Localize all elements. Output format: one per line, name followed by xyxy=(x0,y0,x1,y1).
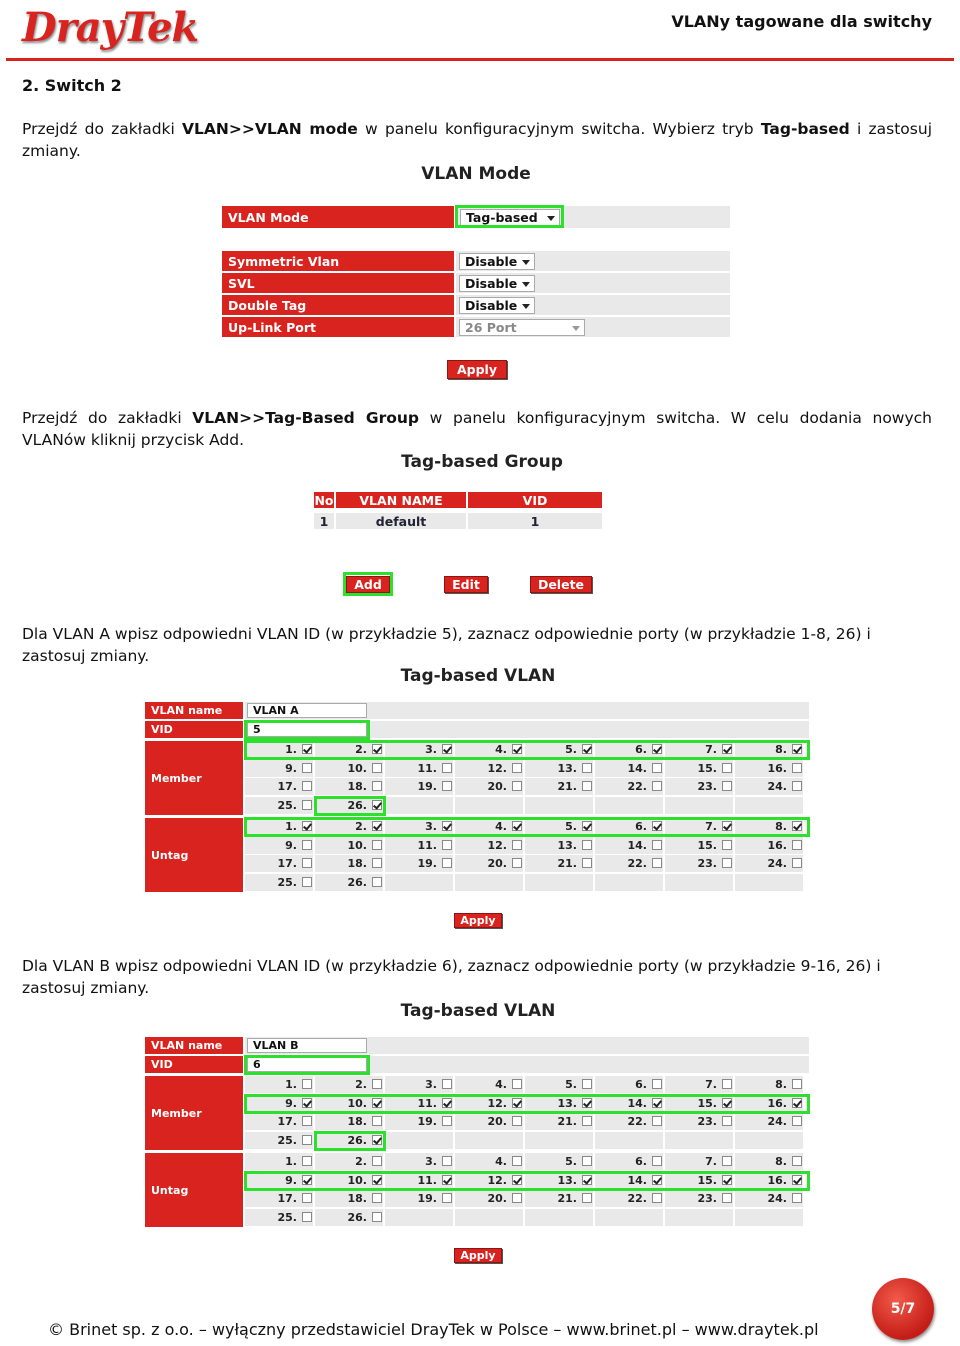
untag-port-14-checkbox[interactable] xyxy=(652,840,662,850)
member-port-20-checkbox[interactable] xyxy=(512,781,522,791)
port-label: 1. xyxy=(285,1155,297,1168)
member-port-3-checkbox[interactable] xyxy=(442,1079,452,1089)
port-label: 25. xyxy=(277,875,297,889)
vlan-title: Tag-based VLAN xyxy=(400,1001,556,1021)
port-label: 26. xyxy=(347,875,367,889)
port-label: 9. xyxy=(285,1096,297,1110)
member-port-19-checkbox[interactable] xyxy=(442,781,452,791)
member-port-12-checkbox[interactable] xyxy=(512,763,522,773)
port-label: 6. xyxy=(635,820,647,833)
port-label: 17. xyxy=(277,857,297,870)
empty-cell xyxy=(385,1209,453,1226)
untag-port-6-checkbox[interactable] xyxy=(652,1156,662,1166)
tag-group-title: Tag-based Group xyxy=(401,452,563,472)
member-port-18-checkbox[interactable] xyxy=(372,781,382,791)
port-label: 22. xyxy=(627,1115,647,1128)
highlight-box xyxy=(244,1055,370,1075)
chevron-down-icon xyxy=(522,304,530,309)
port-label: 10. xyxy=(347,1096,367,1110)
untag-port-18-checkbox[interactable] xyxy=(372,1193,382,1203)
port-label: 3. xyxy=(425,1155,437,1168)
untag-port-13-checkbox[interactable] xyxy=(582,840,592,850)
vid-input[interactable]: 6 xyxy=(247,1057,367,1072)
port-label: 13. xyxy=(557,1173,577,1187)
highlight-box xyxy=(244,720,370,740)
instruction-paragraph-2 xyxy=(22,407,932,451)
port-label: 4. xyxy=(495,1155,507,1168)
port-label: 18. xyxy=(347,1115,367,1128)
empty-cell xyxy=(665,797,733,814)
port-label: 26. xyxy=(347,798,367,812)
untag-port-8-checkbox[interactable] xyxy=(792,1156,802,1166)
member-port-5-checkbox[interactable] xyxy=(582,1079,592,1089)
member-port-23-checkbox[interactable] xyxy=(722,781,732,791)
untag-label: Untag xyxy=(145,818,243,892)
apply-button[interactable]: Apply xyxy=(454,913,502,928)
port-label: 25. xyxy=(277,1133,297,1147)
member-port-25-checkbox[interactable] xyxy=(302,1135,312,1145)
port-label: 18. xyxy=(347,1192,367,1205)
member-port-15-checkbox[interactable] xyxy=(722,763,732,773)
port-label: 11. xyxy=(417,1096,437,1110)
empty-cell xyxy=(665,1209,733,1226)
add-button[interactable]: Add xyxy=(346,576,390,593)
port-label: 25. xyxy=(277,1210,297,1224)
member-port-19-checkbox[interactable] xyxy=(442,1116,452,1126)
symmetric-vlan-label: Symmetric Vlan xyxy=(222,251,454,271)
apply-button[interactable]: Apply xyxy=(447,360,507,379)
double-tag-select[interactable] xyxy=(459,297,535,314)
port-label: 1. xyxy=(285,1078,297,1091)
port-label: 9. xyxy=(285,1173,297,1187)
highlight-box xyxy=(244,740,810,760)
empty-cell xyxy=(735,874,803,891)
port-label: 11. xyxy=(417,838,437,852)
untag-port-20-checkbox[interactable] xyxy=(512,858,522,868)
member-port-11-checkbox[interactable] xyxy=(442,763,452,773)
port-label: 23. xyxy=(697,780,717,793)
tag-group-panel xyxy=(312,450,604,600)
header-divider xyxy=(6,58,954,61)
port-label: 20. xyxy=(487,1192,507,1205)
port-label: 5. xyxy=(565,820,577,833)
untag-port-25-checkbox[interactable] xyxy=(302,1212,312,1222)
port-label: 7. xyxy=(705,743,717,756)
port-label: 8. xyxy=(775,743,787,756)
member-port-13-checkbox[interactable] xyxy=(582,763,592,773)
draytek-logo: DrayTek xyxy=(22,4,199,51)
vid-input[interactable]: 5 xyxy=(247,722,367,737)
untag-port-19-checkbox[interactable] xyxy=(442,858,452,868)
up-link-port-select[interactable] xyxy=(459,319,585,336)
highlight-box xyxy=(314,796,386,816)
member-port-4-checkbox[interactable] xyxy=(512,1079,522,1089)
empty-cell xyxy=(665,1132,733,1149)
select-value: Disable xyxy=(465,298,518,313)
port-label: 21. xyxy=(557,857,577,870)
up-link-port-label: Up-Link Port xyxy=(222,317,454,337)
untag-port-24-checkbox[interactable] xyxy=(792,1193,802,1203)
untag-port-3-checkbox[interactable] xyxy=(442,1156,452,1166)
select-value: 26 Port xyxy=(465,320,517,335)
instruction-paragraph-1 xyxy=(22,118,932,162)
empty-cell xyxy=(385,1132,453,1149)
svl-select[interactable] xyxy=(459,275,535,292)
port-label: 6. xyxy=(635,1078,647,1091)
member-port-2-checkbox[interactable] xyxy=(372,1079,382,1089)
untag-port-17-checkbox[interactable] xyxy=(302,858,312,868)
untag-port-21-checkbox[interactable] xyxy=(582,858,592,868)
symmetric-vlan-select[interactable] xyxy=(459,253,535,270)
svl-label: SVL xyxy=(222,273,454,293)
member-port-24-checkbox[interactable] xyxy=(792,1116,802,1126)
empty-cell xyxy=(455,874,523,891)
vlan-mode-panel xyxy=(222,160,730,390)
instruction-paragraph-4: Dla VLAN B wpisz odpowiedni VLAN ID (w przykładzie 6), zaznacz odpowiednie porty (w przykładzie 9-16, 26) i zastosuj zmiany. xyxy=(22,957,881,997)
highlight-box xyxy=(244,817,810,837)
port-label: 17. xyxy=(277,780,297,793)
port-label: 14. xyxy=(627,838,647,852)
port-label: 12. xyxy=(487,1173,507,1187)
vlan-title: Tag-based VLAN xyxy=(400,666,556,686)
port-label: 24. xyxy=(767,780,787,793)
port-label: 10. xyxy=(347,761,367,775)
port-label: 24. xyxy=(767,857,787,870)
port-label: 18. xyxy=(347,780,367,793)
untag-port-23-checkbox[interactable] xyxy=(722,858,732,868)
untag-port-12-checkbox[interactable] xyxy=(512,840,522,850)
untag-port-19-checkbox[interactable] xyxy=(442,1193,452,1203)
port-label: 22. xyxy=(627,1192,647,1205)
port-label: 16. xyxy=(767,838,787,852)
empty-cell xyxy=(595,797,663,814)
port-label: 16. xyxy=(767,1096,787,1110)
port-label: 7. xyxy=(705,1078,717,1091)
chevron-down-icon xyxy=(522,282,530,287)
para-bold: VLAN>>VLAN mode xyxy=(182,120,358,138)
port-label: 5. xyxy=(565,743,577,756)
empty-cell xyxy=(455,1132,523,1149)
untag-port-26-checkbox[interactable] xyxy=(372,877,382,887)
highlight-box xyxy=(244,1094,810,1114)
port-label: 11. xyxy=(417,1173,437,1187)
untag-port-23-checkbox[interactable] xyxy=(722,1193,732,1203)
port-label: 23. xyxy=(697,857,717,870)
untag-port-22-checkbox[interactable] xyxy=(652,1193,662,1203)
port-label: 3. xyxy=(425,820,437,833)
port-label: 8. xyxy=(775,820,787,833)
member-port-20-checkbox[interactable] xyxy=(512,1116,522,1126)
port-label: 17. xyxy=(277,1115,297,1128)
member-label: Member xyxy=(145,741,243,815)
member-port-21-checkbox[interactable] xyxy=(582,781,592,791)
member-port-25-checkbox[interactable] xyxy=(302,800,312,810)
port-label: 2. xyxy=(355,820,367,833)
chevron-down-icon xyxy=(522,260,530,265)
port-label: 2. xyxy=(355,743,367,756)
apply-button[interactable]: Apply xyxy=(454,1248,502,1263)
port-label: 11. xyxy=(417,761,437,775)
port-label: 7. xyxy=(705,1155,717,1168)
port-label: 13. xyxy=(557,838,577,852)
vlan-mode-title: VLAN Mode xyxy=(421,164,531,184)
untag-port-18-checkbox[interactable] xyxy=(372,858,382,868)
member-port-7-checkbox[interactable] xyxy=(722,1079,732,1089)
vlan-name-input[interactable]: VLAN B xyxy=(247,1038,367,1053)
port-label: 22. xyxy=(627,857,647,870)
member-port-22-checkbox[interactable] xyxy=(652,1116,662,1126)
port-label: 15. xyxy=(697,761,717,775)
vid-label: VID xyxy=(145,1056,243,1073)
tag-based-vlan-a-panel xyxy=(145,664,811,934)
untag-port-2-checkbox[interactable] xyxy=(372,1156,382,1166)
port-label: 13. xyxy=(557,761,577,775)
highlight-box xyxy=(343,572,393,596)
empty-cell xyxy=(735,797,803,814)
untag-port-10-checkbox[interactable] xyxy=(372,840,382,850)
para-text: Przejdź do zakładki xyxy=(22,409,193,427)
untag-port-7-checkbox[interactable] xyxy=(722,1156,732,1166)
untag-port-25-checkbox[interactable] xyxy=(302,877,312,887)
para-text: w panelu konfiguracyjnym switcha. W celu dodania nowych VLANów kliknij przycisk Add. xyxy=(22,409,932,449)
port-label: 6. xyxy=(635,743,647,756)
member-port-21-checkbox[interactable] xyxy=(582,1116,592,1126)
empty-cell xyxy=(735,1209,803,1226)
port-label: 6. xyxy=(635,1155,647,1168)
port-label: 5. xyxy=(565,1078,577,1091)
port-label: 23. xyxy=(697,1115,717,1128)
empty-cell xyxy=(595,1132,663,1149)
port-label: 20. xyxy=(487,780,507,793)
member-port-1-checkbox[interactable] xyxy=(302,1079,312,1089)
member-port-17-checkbox[interactable] xyxy=(302,1116,312,1126)
untag-port-5-checkbox[interactable] xyxy=(582,1156,592,1166)
port-label: 15. xyxy=(697,1096,717,1110)
port-label: 19. xyxy=(417,857,437,870)
port-label: 1. xyxy=(285,820,297,833)
port-label: 2. xyxy=(355,1155,367,1168)
vlan-mode-label: VLAN Mode xyxy=(222,206,454,228)
col-header-vlan-name: VLAN NAME xyxy=(336,492,466,508)
port-label: 17. xyxy=(277,1192,297,1205)
member-port-18-checkbox[interactable] xyxy=(372,1116,382,1126)
untag-port-15-checkbox[interactable] xyxy=(722,840,732,850)
col-header-no: No xyxy=(314,492,334,508)
vid-label: VID xyxy=(145,721,243,738)
footer-text: © Brinet sp. z o.o. – wyłączny przedstawiciel DrayTek w Polsce – www.brinet.pl – www.draytek.pl xyxy=(48,1320,819,1339)
empty-cell xyxy=(385,797,453,814)
tag-based-vlan-b-panel xyxy=(145,999,811,1269)
member-port-14-checkbox[interactable] xyxy=(652,763,662,773)
port-label: 14. xyxy=(627,1096,647,1110)
member-port-24-checkbox[interactable] xyxy=(792,781,802,791)
port-label: 2. xyxy=(355,1078,367,1091)
untag-label: Untag xyxy=(145,1153,243,1227)
delete-button[interactable]: Delete xyxy=(530,576,592,593)
untag-port-4-checkbox[interactable] xyxy=(512,1156,522,1166)
para-text: w panelu konfiguracyjnym switcha. Wybierz tryb xyxy=(357,120,761,138)
para-bold: VLAN>>Tag-Based Group xyxy=(192,409,420,427)
untag-port-9-checkbox[interactable] xyxy=(302,840,312,850)
port-label: 4. xyxy=(495,820,507,833)
port-label: 21. xyxy=(557,1192,577,1205)
port-label: 26. xyxy=(347,1210,367,1224)
port-label: 10. xyxy=(347,1173,367,1187)
empty-cell xyxy=(455,797,523,814)
port-label: 19. xyxy=(417,780,437,793)
port-label: 4. xyxy=(495,743,507,756)
section-title: 2. Switch 2 xyxy=(22,76,122,95)
select-value: Disable xyxy=(465,276,518,291)
untag-port-26-checkbox[interactable] xyxy=(372,1212,382,1222)
vlan-name-label: VLAN name xyxy=(145,1037,243,1054)
select-value: Disable xyxy=(465,254,518,269)
empty-cell xyxy=(595,1209,663,1226)
port-label: 4. xyxy=(495,1078,507,1091)
port-label: 18. xyxy=(347,857,367,870)
untag-port-20-checkbox[interactable] xyxy=(512,1193,522,1203)
port-label: 26. xyxy=(347,1133,367,1147)
port-label: 12. xyxy=(487,761,507,775)
double-tag-label: Double Tag xyxy=(222,295,454,315)
member-port-8-checkbox[interactable] xyxy=(792,1079,802,1089)
untag-port-16-checkbox[interactable] xyxy=(792,840,802,850)
port-label: 24. xyxy=(767,1115,787,1128)
port-label: 20. xyxy=(487,1115,507,1128)
member-label: Member xyxy=(145,1076,243,1150)
para-text: Przejdź do zakładki xyxy=(22,120,183,138)
empty-cell xyxy=(595,874,663,891)
port-label: 21. xyxy=(557,1115,577,1128)
row-no: 1 xyxy=(314,513,334,529)
untag-port-1-checkbox[interactable] xyxy=(302,1156,312,1166)
port-label: 15. xyxy=(697,838,717,852)
port-label: 12. xyxy=(487,838,507,852)
port-label: 14. xyxy=(627,1173,647,1187)
port-label: 13. xyxy=(557,1096,577,1110)
member-port-22-checkbox[interactable] xyxy=(652,781,662,791)
port-label: 7. xyxy=(705,820,717,833)
port-label: 14. xyxy=(627,761,647,775)
member-port-17-checkbox[interactable] xyxy=(302,781,312,791)
member-port-9-checkbox[interactable] xyxy=(302,763,312,773)
port-label: 24. xyxy=(767,1192,787,1205)
highlight-box xyxy=(314,1131,386,1151)
vlan-name-input[interactable]: VLAN A xyxy=(247,703,367,718)
port-label: 12. xyxy=(487,1096,507,1110)
row-vid: 1 xyxy=(468,513,602,529)
vlan-name-label: VLAN name xyxy=(145,702,243,719)
para-bold: Tag-based xyxy=(760,120,850,138)
untag-port-24-checkbox[interactable] xyxy=(792,858,802,868)
untag-port-21-checkbox[interactable] xyxy=(582,1193,592,1203)
empty-cell xyxy=(525,797,593,814)
instruction-paragraph-3: Dla VLAN A wpisz odpowiedni VLAN ID (w przykładzie 5), zaznacz odpowiednie porty (w przykładzie 1-8, 26) i zastosuj zmiany. xyxy=(22,625,871,665)
chevron-down-icon xyxy=(572,326,580,331)
port-label: 3. xyxy=(425,1078,437,1091)
page-number-badge: 5/7 xyxy=(872,1278,934,1340)
port-label: 8. xyxy=(775,1155,787,1168)
empty-cell xyxy=(385,874,453,891)
highlight-box xyxy=(455,205,564,228)
untag-port-11-checkbox[interactable] xyxy=(442,840,452,850)
port-label: 19. xyxy=(417,1115,437,1128)
member-port-23-checkbox[interactable] xyxy=(722,1116,732,1126)
col-header-vid: VID xyxy=(468,492,602,508)
port-label: 19. xyxy=(417,1192,437,1205)
empty-cell xyxy=(735,1132,803,1149)
highlight-box xyxy=(244,1171,810,1191)
port-label: 8. xyxy=(775,1078,787,1091)
port-label: 15. xyxy=(697,1173,717,1187)
edit-button[interactable]: Edit xyxy=(444,576,488,593)
member-port-6-checkbox[interactable] xyxy=(652,1079,662,1089)
port-label: 22. xyxy=(627,780,647,793)
empty-cell xyxy=(525,1132,593,1149)
row-vlan-name: default xyxy=(336,513,466,529)
para-text: i zastosuj zmiany. xyxy=(22,120,933,160)
port-label: 9. xyxy=(285,761,297,775)
port-label: 16. xyxy=(767,1173,787,1187)
port-label: 23. xyxy=(697,1192,717,1205)
port-label: 16. xyxy=(767,761,787,775)
port-label: 9. xyxy=(285,838,297,852)
member-port-16-checkbox[interactable] xyxy=(792,763,802,773)
port-label: 21. xyxy=(557,780,577,793)
empty-cell xyxy=(665,874,733,891)
port-label: 3. xyxy=(425,743,437,756)
header-title: VLANy tagowane dla switchy xyxy=(671,12,932,31)
empty-cell xyxy=(525,874,593,891)
port-label: 10. xyxy=(347,838,367,852)
member-port-10-checkbox[interactable] xyxy=(372,763,382,773)
untag-port-17-checkbox[interactable] xyxy=(302,1193,312,1203)
port-label: 1. xyxy=(285,743,297,756)
port-label: 25. xyxy=(277,798,297,812)
empty-cell xyxy=(525,1209,593,1226)
untag-port-22-checkbox[interactable] xyxy=(652,858,662,868)
port-label: 5. xyxy=(565,1155,577,1168)
empty-cell xyxy=(455,1209,523,1226)
select-value: Tag-based xyxy=(466,210,538,225)
port-label: 20. xyxy=(487,857,507,870)
